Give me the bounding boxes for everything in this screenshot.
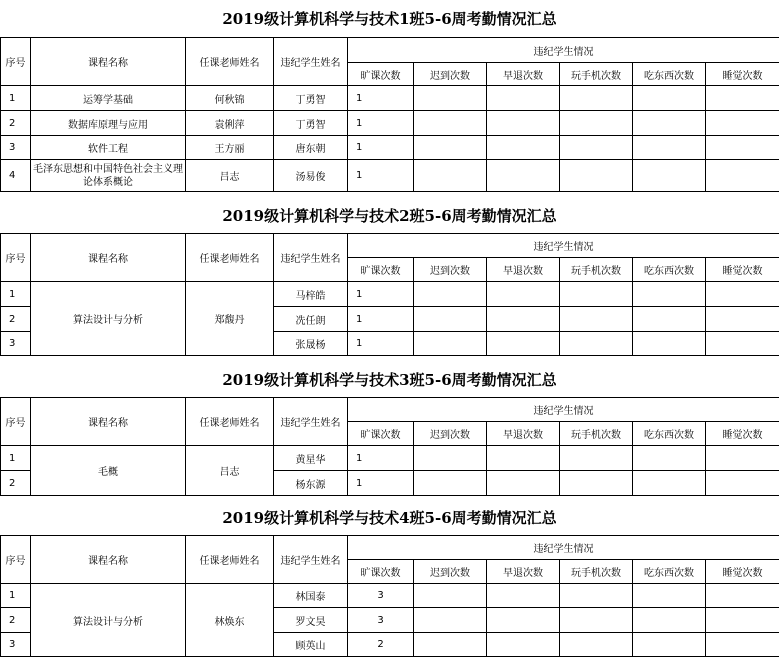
- header-teacher: 任课老师姓名: [186, 398, 274, 446]
- cell-seq: 2: [1, 471, 31, 496]
- header-phone: 玩手机次数: [560, 560, 633, 584]
- cell-empty: [560, 136, 633, 160]
- cell-student: 林国泰: [274, 584, 348, 608]
- cell-absent: 1: [348, 307, 414, 332]
- cell-empty: [414, 307, 487, 332]
- cell-empty: [414, 86, 487, 111]
- header-phone: 玩手机次数: [560, 63, 633, 86]
- header-eating: 吃东西次数: [633, 560, 706, 584]
- cell-empty: [560, 471, 633, 496]
- section-1-title: 2019级计算机科学与技术1班5-6周考勤情况汇总: [222, 10, 557, 28]
- header-early-leave: 早退次数: [487, 560, 560, 584]
- cell-absent: 3: [348, 584, 414, 608]
- header-late: 迟到次数: [414, 63, 487, 86]
- cell-student: 马梓皓: [274, 282, 348, 307]
- cell-empty: [414, 633, 487, 657]
- cell-course: 软件工程: [31, 136, 186, 160]
- cell-empty: [560, 307, 633, 332]
- header-teacher: 任课老师姓名: [186, 536, 274, 584]
- cell-absent: 1: [348, 332, 414, 356]
- header-course: 课程名称: [31, 398, 186, 446]
- cell-empty: [706, 332, 779, 356]
- header-group: 违纪学生情况: [348, 234, 779, 258]
- cell-empty: [487, 584, 560, 608]
- cell-seq: 2: [1, 111, 31, 136]
- cell-student: 张晟杨: [274, 332, 348, 356]
- cell-empty: [414, 446, 487, 471]
- cell-student: 黄星华: [274, 446, 348, 471]
- cell-empty: [487, 160, 560, 192]
- cell-course: 算法设计与分析: [31, 282, 186, 356]
- cell-empty: [706, 608, 779, 633]
- header-absent: 旷课次数: [348, 258, 414, 282]
- cell-empty: [487, 282, 560, 307]
- section-4-table: [0, 535, 779, 657]
- header-seq: 序号: [1, 536, 31, 584]
- table-row: [1, 282, 779, 307]
- section-2-table: [0, 233, 779, 356]
- cell-absent: 1: [348, 136, 414, 160]
- header-course: 课程名称: [31, 234, 186, 282]
- cell-empty: [487, 111, 560, 136]
- cell-absent: 1: [348, 111, 414, 136]
- cell-empty: [706, 471, 779, 496]
- cell-seq: 2: [1, 608, 31, 633]
- cell-empty: [487, 332, 560, 356]
- section-3-table: [0, 397, 779, 496]
- header-student: 违纪学生姓名: [274, 38, 348, 86]
- header-teacher: 任课老师姓名: [186, 234, 274, 282]
- cell-seq: 4: [1, 160, 31, 192]
- header-sleeping: 睡觉次数: [706, 63, 779, 86]
- cell-empty: [633, 136, 706, 160]
- cell-student: 罗文昊: [274, 608, 348, 633]
- header-absent: 旷课次数: [348, 422, 414, 446]
- cell-empty: [414, 584, 487, 608]
- cell-empty: [633, 633, 706, 657]
- cell-absent: 1: [348, 446, 414, 471]
- section-3-title: 2019级计算机科学与技术3班5-6周考勤情况汇总: [222, 371, 557, 389]
- cell-seq: 3: [1, 332, 31, 356]
- cell-empty: [706, 136, 779, 160]
- cell-student: 顾英山: [274, 633, 348, 657]
- header-eating: 吃东西次数: [633, 422, 706, 446]
- header-late: 迟到次数: [414, 560, 487, 584]
- table-row: [1, 446, 779, 471]
- cell-empty: [560, 446, 633, 471]
- header-course: 课程名称: [31, 38, 186, 86]
- header-student: 违纪学生姓名: [274, 536, 348, 584]
- cell-course: 毛泽东思想和中国特色社会主义理论体系概论: [31, 160, 186, 192]
- cell-teacher: 何秋锦: [186, 86, 274, 111]
- header-course: 课程名称: [31, 536, 186, 584]
- header-early-leave: 早退次数: [487, 63, 560, 86]
- header-group: 违纪学生情况: [348, 398, 779, 422]
- table-row: [1, 160, 779, 192]
- table-row: [1, 584, 779, 608]
- cell-empty: [560, 160, 633, 192]
- cell-empty: [560, 86, 633, 111]
- cell-empty: [706, 86, 779, 111]
- cell-empty: [414, 136, 487, 160]
- cell-course: 数据库原理与应用: [31, 111, 186, 136]
- cell-empty: [633, 282, 706, 307]
- table-row: [1, 111, 779, 136]
- section-2-title: 2019级计算机科学与技术2班5-6周考勤情况汇总: [222, 207, 557, 225]
- cell-seq: 1: [1, 86, 31, 111]
- cell-empty: [487, 471, 560, 496]
- cell-student: 冼任朗: [274, 307, 348, 332]
- header-early-leave: 早退次数: [487, 258, 560, 282]
- cell-empty: [706, 584, 779, 608]
- cell-empty: [487, 633, 560, 657]
- cell-empty: [414, 160, 487, 192]
- header-seq: 序号: [1, 398, 31, 446]
- header-sleeping: 睡觉次数: [706, 560, 779, 584]
- cell-empty: [487, 136, 560, 160]
- cell-empty: [633, 608, 706, 633]
- cell-empty: [487, 307, 560, 332]
- cell-seq: 1: [1, 282, 31, 307]
- cell-empty: [706, 307, 779, 332]
- cell-seq: 1: [1, 446, 31, 471]
- cell-empty: [633, 446, 706, 471]
- cell-student: 汤易俊: [274, 160, 348, 192]
- cell-teacher: 郑馥丹: [186, 282, 274, 356]
- cell-empty: [414, 282, 487, 307]
- table-row: [1, 136, 779, 160]
- cell-empty: [633, 307, 706, 332]
- section-4-title: 2019级计算机科学与技术4班5-6周考勤情况汇总: [222, 509, 557, 527]
- cell-empty: [633, 584, 706, 608]
- cell-empty: [706, 160, 779, 192]
- header-late: 迟到次数: [414, 258, 487, 282]
- cell-student: 丁勇智: [274, 86, 348, 111]
- cell-empty: [414, 471, 487, 496]
- cell-empty: [560, 608, 633, 633]
- header-group: 违纪学生情况: [348, 536, 779, 560]
- header-seq: 序号: [1, 234, 31, 282]
- cell-empty: [706, 633, 779, 657]
- cell-empty: [633, 86, 706, 111]
- header-phone: 玩手机次数: [560, 422, 633, 446]
- cell-empty: [706, 111, 779, 136]
- header-late: 迟到次数: [414, 422, 487, 446]
- cell-empty: [560, 633, 633, 657]
- header-absent: 旷课次数: [348, 560, 414, 584]
- cell-student: 唐东朝: [274, 136, 348, 160]
- cell-empty: [487, 86, 560, 111]
- cell-absent: 1: [348, 471, 414, 496]
- section-1-table: [0, 37, 779, 192]
- cell-absent: 1: [348, 160, 414, 192]
- cell-absent: 3: [348, 608, 414, 633]
- cell-teacher: 吕志: [186, 160, 274, 192]
- cell-course: 算法设计与分析: [31, 584, 186, 657]
- cell-empty: [560, 332, 633, 356]
- cell-absent: 1: [348, 282, 414, 307]
- cell-empty: [560, 282, 633, 307]
- cell-empty: [633, 160, 706, 192]
- header-teacher: 任课老师姓名: [186, 38, 274, 86]
- header-sleeping: 睡觉次数: [706, 422, 779, 446]
- header-phone: 玩手机次数: [560, 258, 633, 282]
- header-sleeping: 睡觉次数: [706, 258, 779, 282]
- cell-absent: 1: [348, 86, 414, 111]
- cell-absent: 2: [348, 633, 414, 657]
- cell-seq: 3: [1, 136, 31, 160]
- cell-empty: [633, 111, 706, 136]
- cell-seq: 1: [1, 584, 31, 608]
- header-early-leave: 早退次数: [487, 422, 560, 446]
- cell-course: 毛概: [31, 446, 186, 496]
- cell-empty: [633, 471, 706, 496]
- cell-empty: [414, 608, 487, 633]
- table-row: [1, 86, 779, 111]
- cell-student: 杨东源: [274, 471, 348, 496]
- header-group: 违纪学生情况: [348, 38, 779, 63]
- cell-empty: [560, 111, 633, 136]
- cell-empty: [633, 332, 706, 356]
- cell-seq: 2: [1, 307, 31, 332]
- cell-course: 运筹学基础: [31, 86, 186, 111]
- header-seq: 序号: [1, 38, 31, 86]
- cell-teacher: 吕志: [186, 446, 274, 496]
- header-eating: 吃东西次数: [633, 63, 706, 86]
- cell-empty: [487, 446, 560, 471]
- header-student: 违纪学生姓名: [274, 398, 348, 446]
- header-eating: 吃东西次数: [633, 258, 706, 282]
- cell-empty: [706, 446, 779, 471]
- cell-student: 丁勇智: [274, 111, 348, 136]
- cell-empty: [560, 584, 633, 608]
- header-absent: 旷课次数: [348, 63, 414, 86]
- cell-teacher: 袁俐萍: [186, 111, 274, 136]
- header-student: 违纪学生姓名: [274, 234, 348, 282]
- cell-empty: [414, 111, 487, 136]
- cell-empty: [487, 608, 560, 633]
- cell-teacher: 林焕东: [186, 584, 274, 657]
- cell-empty: [414, 332, 487, 356]
- cell-empty: [706, 282, 779, 307]
- cell-seq: 3: [1, 633, 31, 657]
- cell-teacher: 王方丽: [186, 136, 274, 160]
